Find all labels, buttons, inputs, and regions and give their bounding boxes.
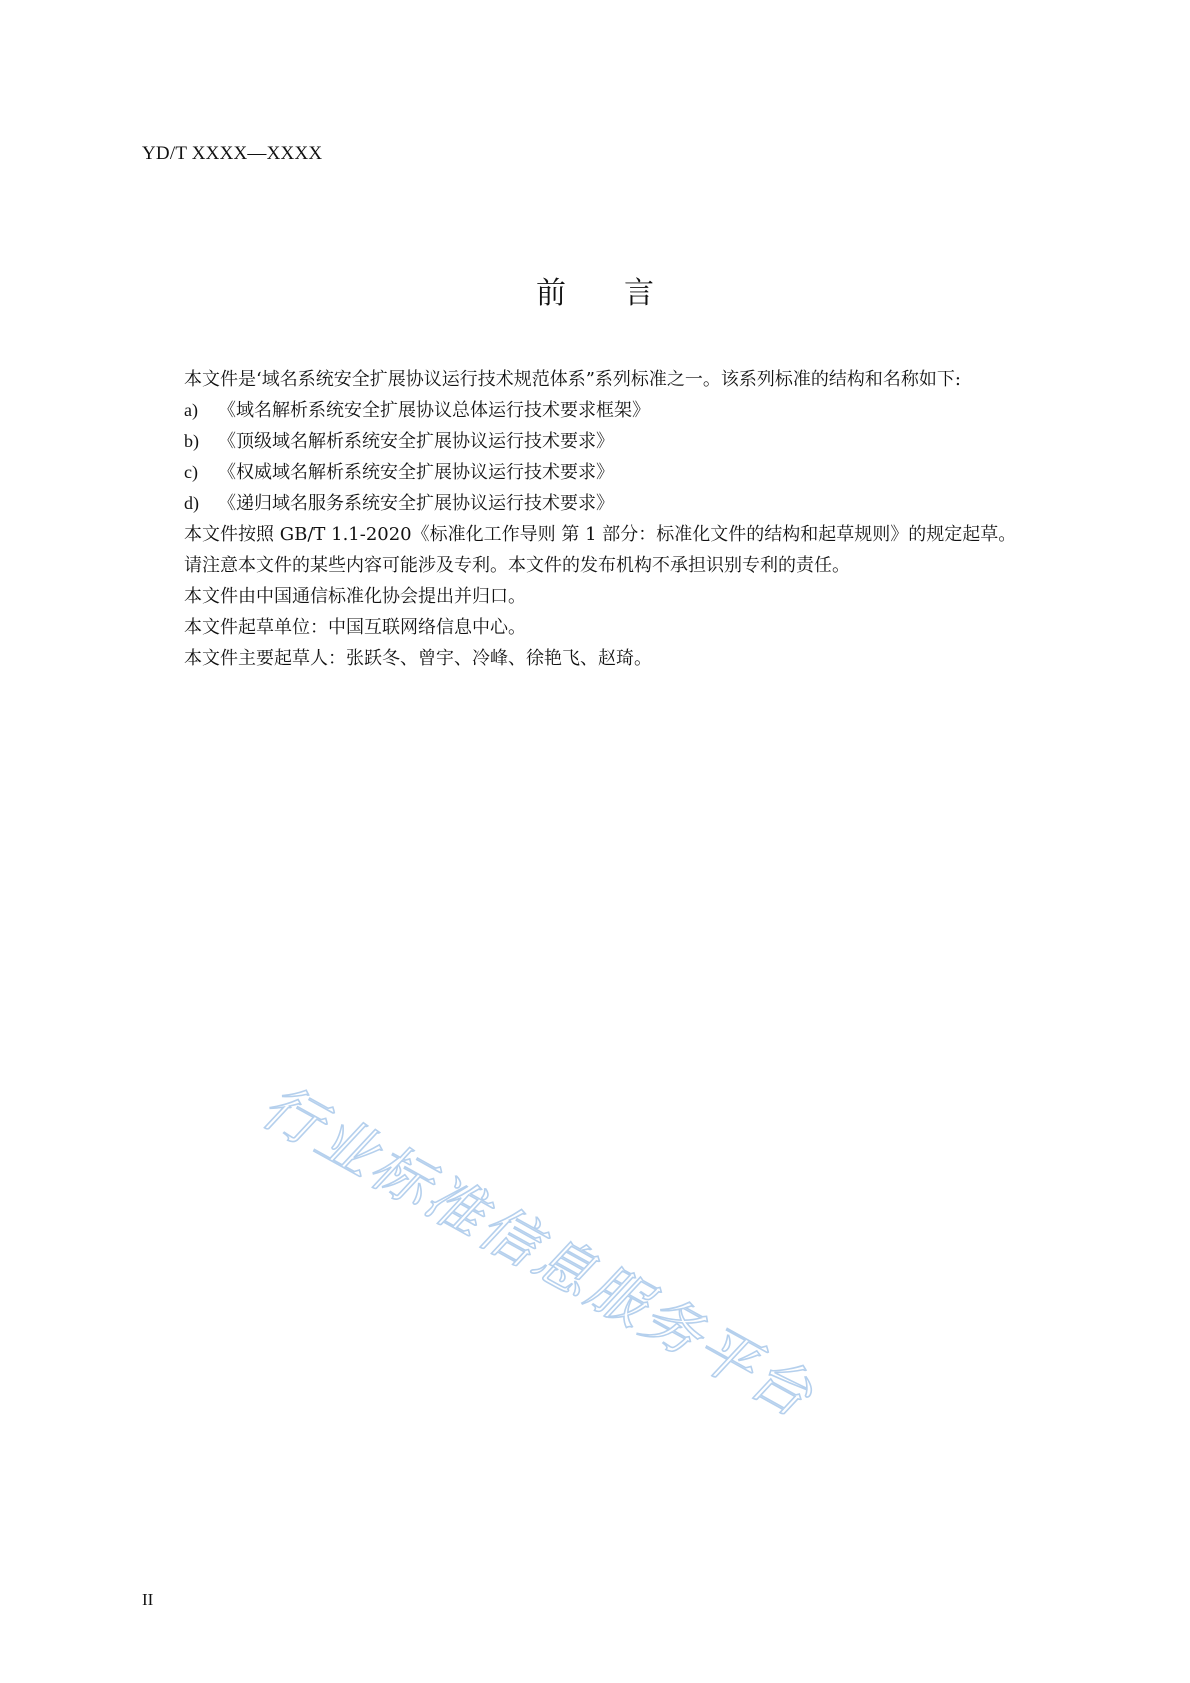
list-marker: c) bbox=[184, 462, 198, 482]
list-item bbox=[142, 395, 1092, 426]
list-item bbox=[142, 488, 1092, 519]
document-code: YD/T XXXX—XXXX bbox=[142, 143, 323, 164]
list-marker: d) bbox=[184, 493, 199, 513]
drafting-rule-paragraph: 本文件按照 GB/T 1.1-2020《标准化工作导则 第 1 部分：标准化文件的结构和起草规则》的规定起草。 bbox=[184, 524, 1017, 545]
patent-notice-paragraph: 请注意本文件的某些内容可能涉及专利。本文件的发布机构不承担识别专利的责任。 bbox=[184, 555, 850, 576]
list-item-text: 《递归域名服务系统安全扩展协议运行技术要求》 bbox=[218, 493, 614, 514]
watermark: 行业标准信息服务平台 bbox=[250, 1071, 826, 1432]
list-item-text: 《权威域名解析系统安全扩展协议运行技术要求》 bbox=[218, 462, 614, 483]
list-marker: b) bbox=[184, 431, 199, 451]
page-title: 前言 bbox=[536, 276, 712, 312]
list-item bbox=[142, 457, 1092, 488]
proposer-paragraph: 本文件由中国通信标准化协会提出并归口。 bbox=[184, 586, 526, 607]
list-item bbox=[142, 426, 1092, 457]
list-marker: a) bbox=[184, 400, 198, 420]
drafting-unit-paragraph: 本文件起草单位：中国互联网络信息中心。 bbox=[184, 617, 526, 638]
foreword-body bbox=[142, 364, 1092, 674]
list-item-text: 《顶级域名解析系统安全扩展协议运行技术要求》 bbox=[218, 431, 614, 452]
page-number: II bbox=[142, 1590, 154, 1609]
list-item-text: 《域名解析系统安全扩展协议总体运行技术要求框架》 bbox=[218, 400, 650, 421]
drafters-paragraph: 本文件主要起草人：张跃冬、曾宇、冷峰、徐艳飞、赵琦。 bbox=[184, 648, 652, 669]
intro-paragraph: 本文件是‘域名系统安全扩展协议运行技术规范体系”系列标准之一。该系列标准的结构和名称如下: bbox=[184, 369, 961, 390]
